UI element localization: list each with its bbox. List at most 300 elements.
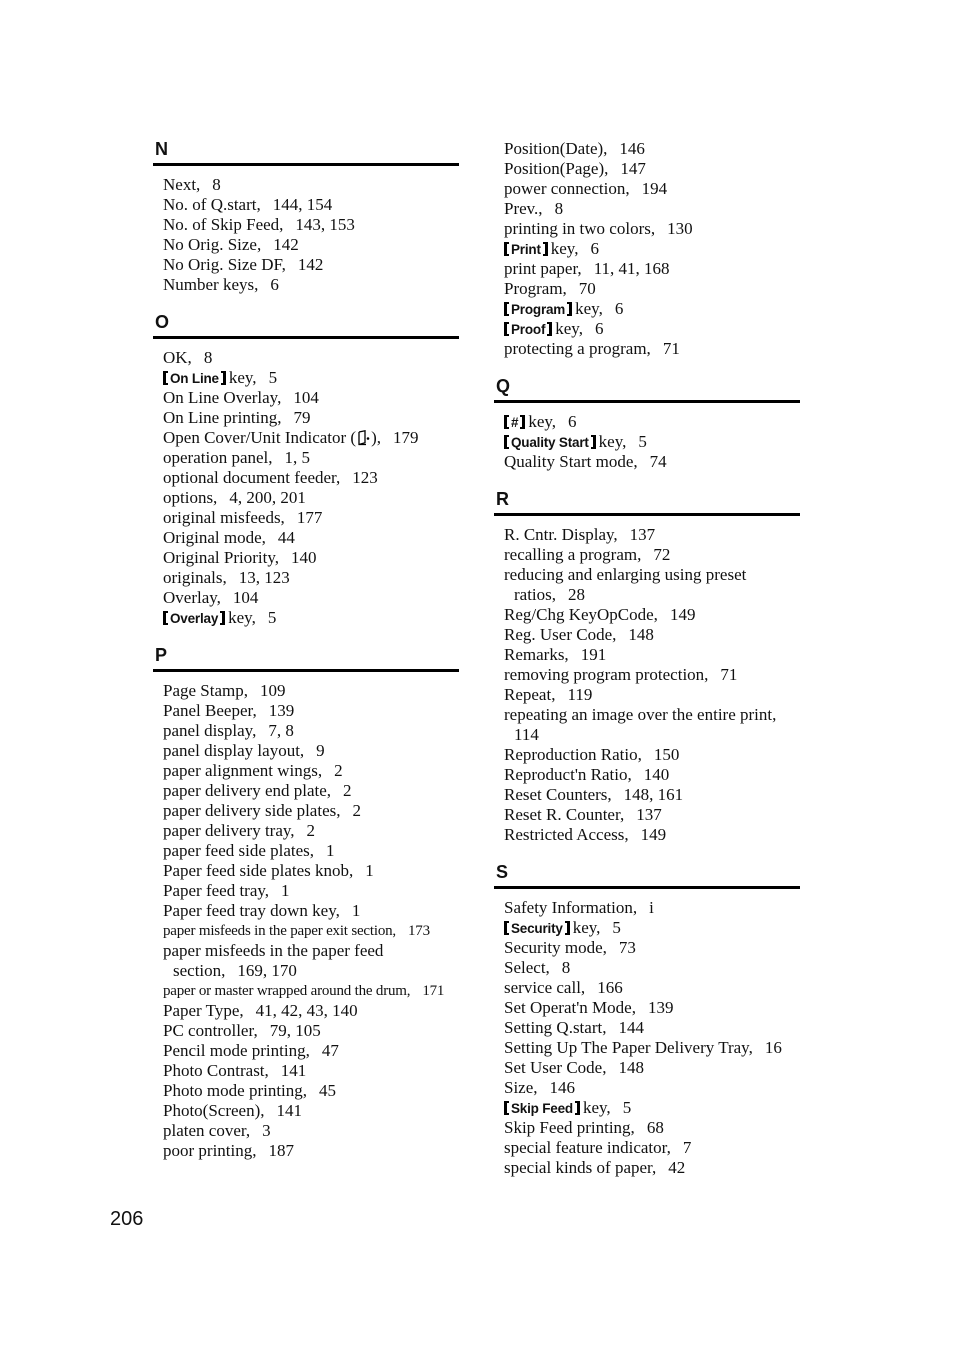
entry-pages: 6 [594, 319, 604, 338]
entry-term: Original Priority, [163, 548, 279, 567]
entry-pages: 41, 42, 43, 140 [255, 1001, 358, 1020]
index-entry [163, 508, 459, 528]
entry-term: paper alignment wings, [163, 761, 323, 780]
entry-pages: 147 [620, 159, 646, 178]
index-section [494, 376, 800, 472]
index-section [494, 139, 800, 359]
index-entries [494, 889, 800, 1178]
entry-term: Quality Start mode, [504, 452, 638, 471]
entry-pages: 119 [567, 685, 593, 704]
index-entry [504, 319, 800, 339]
entry-term: paper or master wrapped around the drum, [163, 983, 411, 999]
entry-pages: 5 [268, 368, 278, 387]
entry-pages: 7 [682, 1138, 692, 1157]
section-heading: S [496, 862, 509, 882]
key-bracket-left [504, 302, 509, 316]
entry-pages: 114 [514, 725, 539, 744]
entry-term-after: ), [371, 428, 382, 447]
entry-term: recalling a program, [504, 545, 642, 564]
entry-pages: 194 [641, 179, 668, 198]
index-entry [504, 219, 800, 239]
entry-pages: 109 [260, 681, 286, 700]
entry-pages: 191 [580, 645, 607, 664]
index-entry [163, 881, 459, 901]
index-entry [504, 665, 800, 685]
index-entry [163, 368, 459, 388]
entry-pages: 45 [319, 1081, 337, 1100]
section-heading: R [496, 489, 509, 509]
entry-pages: i [649, 898, 654, 917]
entry-pages: 68 [646, 1118, 664, 1137]
entry-term: poor printing, [163, 1141, 257, 1160]
index-entry [504, 1118, 800, 1138]
entry-pages: 6 [614, 299, 624, 318]
entry-pages: 13, 123 [238, 568, 290, 587]
entry-pages: 104 [232, 588, 259, 607]
entry-term: On Line printing, [163, 408, 282, 427]
entry-term: key, [228, 368, 257, 387]
entry-pages: 139 [268, 701, 295, 720]
entry-pages: 148 [618, 1058, 644, 1077]
entry-pages: 5 [622, 1098, 632, 1117]
entry-term: key, [598, 432, 627, 451]
section-heading: O [155, 312, 170, 332]
key-bracket-right [221, 371, 226, 385]
index-entry [163, 721, 459, 741]
index-entry [163, 1021, 459, 1041]
entry-pages: 3 [262, 1121, 271, 1140]
section-heading: Q [496, 376, 511, 396]
index-entries [153, 672, 459, 1161]
entry-pages: 47 [321, 1041, 339, 1060]
entry-pages: 73 [618, 938, 636, 957]
entry-pages: 144 [618, 1018, 644, 1037]
index-entry [163, 548, 459, 568]
entry-term: Setting Up The Paper Delivery Tray, [504, 1038, 753, 1057]
entry-term: paper delivery end plate, [163, 781, 332, 800]
entry-pages: 150 [653, 745, 680, 764]
page-number: 206 [110, 1208, 144, 1230]
index-entry-continuation [163, 961, 459, 981]
index-entries [494, 139, 800, 359]
index-entries [153, 166, 459, 295]
index-entry [163, 741, 459, 761]
index-entry [504, 938, 800, 958]
index-entry [163, 235, 459, 255]
entry-pages: 2 [343, 781, 352, 800]
index-entry [163, 1001, 459, 1021]
entry-pages: 11, 41, 168 [593, 259, 670, 278]
entry-term: protecting a program, [504, 339, 651, 358]
entry-pages: 140 [291, 548, 317, 567]
entry-term: R. Cntr. Display, [504, 525, 618, 544]
index-entries [494, 403, 800, 472]
entry-pages: 79 [293, 408, 311, 427]
key-label: Program [511, 302, 566, 317]
entry-term: repeating an image over the entire print, [504, 705, 777, 724]
index-column-left [153, 139, 459, 1161]
entry-term: key, [528, 412, 557, 431]
index-section [153, 645, 459, 1161]
entry-pages: 137 [629, 525, 656, 544]
entry-pages: 144, 154 [272, 195, 333, 214]
entry-term: Set Operat'n Mode, [504, 998, 636, 1017]
index-entry [163, 448, 459, 468]
entry-pages: 146 [549, 1078, 576, 1097]
index-entry [163, 215, 459, 235]
entry-pages: 187 [268, 1141, 294, 1160]
key-bracket-left [504, 921, 509, 935]
entry-pages: 71 [662, 339, 680, 358]
entry-term: reducing and enlarging using preset [504, 565, 747, 584]
entry-pages: 149 [640, 825, 667, 844]
key-bracket-right [547, 322, 552, 336]
entry-term: printing in two colors, [504, 219, 656, 238]
entry-term: Paper Type, [163, 1001, 244, 1020]
entry-pages: 1 [281, 881, 290, 900]
entry-pages: 171 [422, 983, 445, 999]
entry-term: key, [572, 918, 601, 937]
entry-term: key, [575, 299, 603, 318]
entry-term: Paper feed tray, [163, 881, 270, 900]
entry-term: Position(Page), [504, 159, 609, 178]
entry-term: Paper feed side plates knob, [163, 861, 354, 880]
entry-term: Select, [504, 958, 550, 977]
index-entry [163, 701, 459, 721]
index-column-right [494, 139, 800, 1178]
index-entry [163, 428, 459, 448]
entry-term: Setting Q.start, [504, 1018, 607, 1037]
entry-term-continued: section, [173, 961, 226, 980]
key-bracket-right [567, 302, 572, 316]
entry-pages: 74 [649, 452, 667, 471]
entry-pages: 140 [643, 765, 670, 784]
key-bracket-left [504, 242, 509, 256]
entry-pages: 8 [203, 348, 213, 367]
entry-term: paper delivery side plates, [163, 801, 341, 820]
key-label: Print [511, 242, 541, 257]
entry-term: power connection, [504, 179, 630, 198]
entry-pages: 4, 200, 201 [229, 488, 306, 507]
entry-term: Number keys, [163, 275, 259, 294]
key-bracket-right [220, 611, 225, 625]
key-label: On Line [170, 371, 219, 386]
entry-term: optional document feeder, [163, 468, 341, 487]
index-entry [163, 1061, 459, 1081]
entry-term: operation panel, [163, 448, 273, 467]
entry-term: key, [555, 319, 583, 338]
entry-term: special feature indicator, [504, 1138, 671, 1157]
index-entry [163, 801, 459, 821]
key-bracket-left [504, 415, 509, 429]
entry-pages: 44 [277, 528, 295, 547]
entry-term: Next, [163, 175, 201, 194]
index-entry [504, 452, 800, 472]
index-entry [504, 645, 800, 665]
entry-pages: 2 [334, 761, 343, 780]
entry-term: Reproduction Ratio, [504, 745, 642, 764]
entry-term: Open Cover/Unit Indicator ( [163, 428, 357, 447]
entry-term: paper misfeeds in the paper feed [163, 941, 384, 960]
index-entry [504, 159, 800, 179]
key-label: Security [511, 921, 563, 936]
index-entry [163, 588, 459, 608]
entry-pages: 149 [669, 605, 696, 624]
entry-term: Reg/Chg KeyOpCode, [504, 605, 658, 624]
index-entry [504, 432, 800, 452]
entry-pages: 8 [554, 199, 564, 218]
key-label: Skip Feed [511, 1101, 573, 1116]
index-entry [504, 825, 800, 845]
index-entry [163, 255, 459, 275]
entry-term: platen cover, [163, 1121, 251, 1140]
key-bracket-right [520, 415, 525, 429]
index-entry [163, 568, 459, 588]
index-entry-continuation [504, 725, 800, 745]
entry-pages: 72 [653, 545, 671, 564]
entry-pages: 70 [578, 279, 596, 298]
entry-pages: 5 [267, 608, 277, 627]
index-entry [504, 139, 800, 159]
index-entry [163, 681, 459, 701]
entry-term: options, [163, 488, 218, 507]
entry-term: removing program protection, [504, 665, 709, 684]
key-bracket-right [591, 435, 596, 449]
entry-term: panel display, [163, 721, 257, 740]
section-heading: P [155, 645, 168, 665]
index-entry [504, 299, 800, 319]
index-entry [504, 1158, 800, 1178]
entry-term: paper delivery tray, [163, 821, 295, 840]
entry-term: Position(Date), [504, 139, 608, 158]
index-entry [163, 1041, 459, 1061]
entry-pages: 146 [619, 139, 645, 158]
key-bracket-left [504, 435, 509, 449]
index-entry [504, 199, 800, 219]
entry-pages: 1 [351, 901, 361, 920]
index-entry [163, 941, 459, 961]
index-entry [163, 408, 459, 428]
entry-term: Reg. User Code, [504, 625, 617, 644]
entry-pages: 7, 8 [268, 721, 294, 740]
entry-term: Remarks, [504, 645, 569, 664]
index-entry [504, 412, 800, 432]
section-heading: N [155, 139, 168, 159]
index-entry [163, 488, 459, 508]
entry-pages: 179 [393, 428, 419, 447]
key-bracket-right [543, 242, 548, 256]
key-bracket-left [504, 322, 509, 336]
entry-term: key, [550, 239, 579, 258]
entry-pages: 141 [280, 1061, 307, 1080]
index-entry [504, 705, 800, 725]
index-entry [504, 279, 800, 299]
open-cover-icon [357, 430, 370, 451]
entry-pages: 6 [270, 275, 279, 294]
index-entry [504, 1138, 800, 1158]
entry-pages: 71 [720, 665, 738, 684]
entry-term: OK, [163, 348, 192, 367]
entry-term: Repeat, [504, 685, 556, 704]
key-bracket-left [163, 371, 168, 385]
entry-pages: 104 [293, 388, 319, 407]
entry-pages: 42 [668, 1158, 686, 1177]
index-entry [163, 981, 459, 1001]
entry-pages: 141 [276, 1101, 303, 1120]
key-label: # [511, 415, 519, 430]
entry-term: Security mode, [504, 938, 607, 957]
index-entry [163, 901, 459, 921]
index-entry [504, 745, 800, 765]
index-entry [504, 998, 800, 1018]
entry-pages: 148 [628, 625, 654, 644]
index-entry [163, 761, 459, 781]
entry-term: Panel Beeper, [163, 701, 257, 720]
index-entry [504, 978, 800, 998]
index-entry [163, 275, 459, 295]
index-entry [504, 339, 800, 359]
index-entry [163, 1101, 459, 1121]
entry-term: original misfeeds, [163, 508, 285, 527]
entry-pages: 173 [407, 923, 430, 939]
entry-pages: 169, 170 [237, 961, 297, 980]
entry-pages: 2 [306, 821, 316, 840]
entry-term: panel display layout, [163, 741, 305, 760]
entry-term: Size, [504, 1078, 538, 1097]
key-bracket-left [504, 1101, 509, 1115]
index-entry [163, 1081, 459, 1101]
entry-pages: 6 [568, 412, 577, 431]
entry-pages: 1 [365, 861, 374, 880]
index-entry [504, 259, 800, 279]
key-bracket-right [565, 921, 570, 935]
index-entry [163, 1141, 459, 1161]
entry-term: Paper feed tray down key, [163, 901, 340, 920]
index-section [494, 489, 800, 845]
index-entry [504, 1058, 800, 1078]
index-entry [504, 525, 800, 545]
entry-term: key, [228, 608, 256, 627]
entry-term: service call, [504, 978, 586, 997]
index-entry [504, 1098, 800, 1118]
index-entries [153, 339, 459, 628]
index-entry [163, 781, 459, 801]
key-bracket-left [163, 611, 168, 625]
index-section [153, 139, 459, 295]
key-label: Overlay [170, 611, 219, 626]
index-entry [504, 685, 800, 705]
entry-pages: 5 [612, 918, 621, 937]
entry-term: Set User Code, [504, 1058, 607, 1077]
index-entry [504, 898, 800, 918]
entry-term: Page Stamp, [163, 681, 248, 700]
index-entry [163, 195, 459, 215]
index-entry [163, 821, 459, 841]
index-entry [504, 239, 800, 259]
entry-term: Pencil mode printing, [163, 1041, 310, 1060]
index-entry [504, 1078, 800, 1098]
index-entry [504, 958, 800, 978]
entry-term: Reset Counters, [504, 785, 612, 804]
entry-term: Photo(Screen), [163, 1101, 265, 1120]
entry-term: Reproduct'n Ratio, [504, 765, 632, 784]
entry-pages: 8 [561, 958, 571, 977]
entry-term: No. of Skip Feed, [163, 215, 284, 234]
entry-term: Reset R. Counter, [504, 805, 625, 824]
index-entry [504, 918, 800, 938]
index-entry [163, 608, 459, 628]
index-entry [163, 528, 459, 548]
index-entry [504, 605, 800, 625]
index-entry [163, 175, 459, 195]
index-entry [163, 468, 459, 488]
entry-term: Photo Contrast, [163, 1061, 269, 1080]
index-entry [504, 1038, 800, 1058]
index-section [153, 312, 459, 628]
entry-pages: 1 [326, 841, 335, 860]
entry-term: Skip Feed printing, [504, 1118, 635, 1137]
entry-term: originals, [163, 568, 227, 587]
entry-pages: 177 [296, 508, 323, 527]
entry-pages: 137 [636, 805, 662, 824]
entry-term: On Line Overlay, [163, 388, 282, 407]
entry-term: No. of Q.start, [163, 195, 261, 214]
entry-pages: 5 [638, 432, 647, 451]
key-label: Quality Start [511, 435, 589, 450]
entry-pages: 6 [590, 239, 599, 258]
index-section [494, 862, 800, 1178]
entry-pages: 142 [297, 255, 324, 274]
entry-pages: 16 [764, 1038, 782, 1057]
index-entry [163, 921, 459, 941]
entry-pages: 9 [316, 741, 325, 760]
entry-pages: 28 [568, 585, 586, 604]
entry-term: print paper, [504, 259, 582, 278]
entry-pages: 142 [273, 235, 299, 254]
key-bracket-right [575, 1101, 580, 1115]
entry-term: Photo mode printing, [163, 1081, 308, 1100]
entry-pages: 8 [212, 175, 221, 194]
index-entries [494, 516, 800, 845]
index-entry [504, 1018, 800, 1038]
index-entry [163, 388, 459, 408]
entry-term: paper feed side plates, [163, 841, 315, 860]
entry-pages: 1, 5 [284, 448, 311, 467]
entry-term: Program, [504, 279, 567, 298]
entry-term: Safety Information, [504, 898, 638, 917]
index-entry [163, 861, 459, 881]
entry-term: key, [582, 1098, 611, 1117]
entry-pages: 130 [667, 219, 693, 238]
entry-term: No Orig. Size DF, [163, 255, 286, 274]
entry-term: Restricted Access, [504, 825, 629, 844]
key-label: Proof [511, 322, 546, 337]
entry-term-continued: ratios, [514, 585, 557, 604]
entry-term: No Orig. Size, [163, 235, 262, 254]
index-entry [504, 545, 800, 565]
index-entry [163, 348, 459, 368]
entry-term: Overlay, [163, 588, 221, 607]
entry-pages: 79, 105 [269, 1021, 321, 1040]
index-entry [504, 765, 800, 785]
entry-pages: 139 [647, 998, 674, 1017]
index-entry [163, 1121, 459, 1141]
index-entry [504, 565, 800, 585]
entry-pages: 143, 153 [295, 215, 355, 234]
entry-term: PC controller, [163, 1021, 258, 1040]
entry-pages: 148, 161 [623, 785, 684, 804]
entry-pages: 166 [597, 978, 623, 997]
